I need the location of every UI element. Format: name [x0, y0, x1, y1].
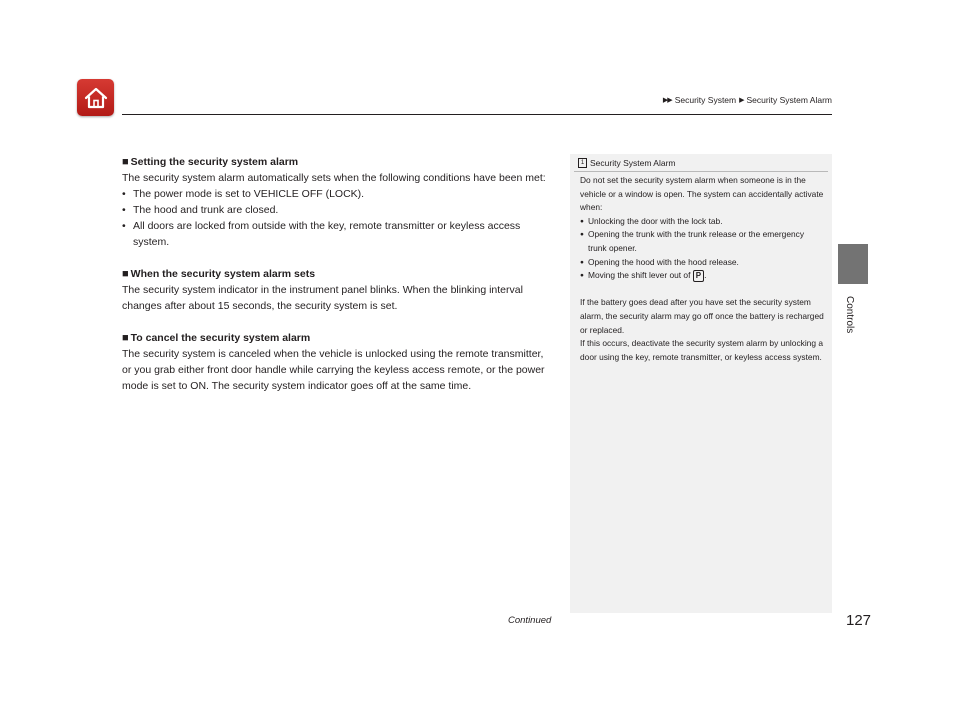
double-triangle-right-icon: ▶▶ [662, 97, 672, 104]
continued-label[interactable]: Continued [508, 615, 552, 626]
condition-list [122, 186, 552, 250]
list-item: • All doors are locked from outside with the key, remote transmitter or keyless access system. [122, 218, 552, 250]
section-label: Controls [844, 296, 855, 334]
note-paragraph: If this occurs, deactivate the security system alarm by unlocking a door using the key, remote transmitter, or keyless access system. [580, 338, 823, 362]
note-title: 1 Security System Alarm [578, 158, 676, 168]
note-list-item: ● Opening the hood with the hood release. [580, 256, 824, 270]
breadcrumb [663, 95, 832, 105]
side-note [570, 154, 832, 613]
page-number: 127 [846, 612, 872, 629]
header-divider [122, 114, 832, 115]
note-intro: Do not set the security system alarm when someone is in the vehicle or a window is open. The system can accidentally activate when: [580, 175, 824, 213]
square-bullet-icon: ■ [122, 268, 129, 280]
section-intro: The security system alarm automatically sets when the following conditions have been met: [122, 172, 546, 184]
section-body: The security system is canceled when the vehicle is unlocked using the remote transmitter, or you grab either front door handle while carrying the keyless access remote, or the power mode is set to ON. The security system indicator goes off at the same time. [122, 348, 545, 392]
section-heading: ■ When the security system alarm sets [122, 268, 316, 280]
home-button[interactable] [77, 79, 114, 116]
breadcrumb-item-security-system[interactable]: Security System [674, 95, 737, 105]
park-symbol-icon: P [693, 270, 704, 282]
section-heading: ■ To cancel the security system alarm [122, 332, 311, 344]
note-body [580, 174, 824, 364]
note-divider [574, 171, 828, 172]
note-list [580, 215, 824, 283]
square-bullet-icon: ■ [122, 156, 129, 168]
note-number-icon: 1 [578, 158, 587, 168]
triangle-right-icon: ▶ [739, 97, 744, 104]
note-list-item: ● Unlocking the door with the lock tab. [580, 215, 824, 229]
breadcrumb-item-security-system-alarm[interactable]: Security System Alarm [746, 95, 832, 105]
section-tab[interactable] [838, 244, 868, 284]
main-content [122, 154, 552, 394]
list-item: • The power mode is set to VEHICLE OFF (LOCK). [122, 186, 552, 202]
note-list-item: ● Opening the trunk with the trunk release or the emergency trunk opener. [580, 228, 824, 255]
list-item: • The hood and trunk are closed. [122, 202, 552, 218]
square-bullet-icon: ■ [122, 332, 129, 344]
section-heading: ■ Setting the security system alarm [122, 156, 299, 168]
note-paragraph: If the battery goes dead after you have set the security system alarm, the security alarm may go off once the battery is recharged or replaced. [580, 297, 824, 335]
section-body: The security system indicator in the instrument panel blinks. When the blinking interval changes after about 15 seconds, the security system is set. [122, 284, 523, 312]
note-list-item: ● Moving the shift lever out of P . [580, 269, 824, 283]
home-icon [83, 86, 109, 110]
